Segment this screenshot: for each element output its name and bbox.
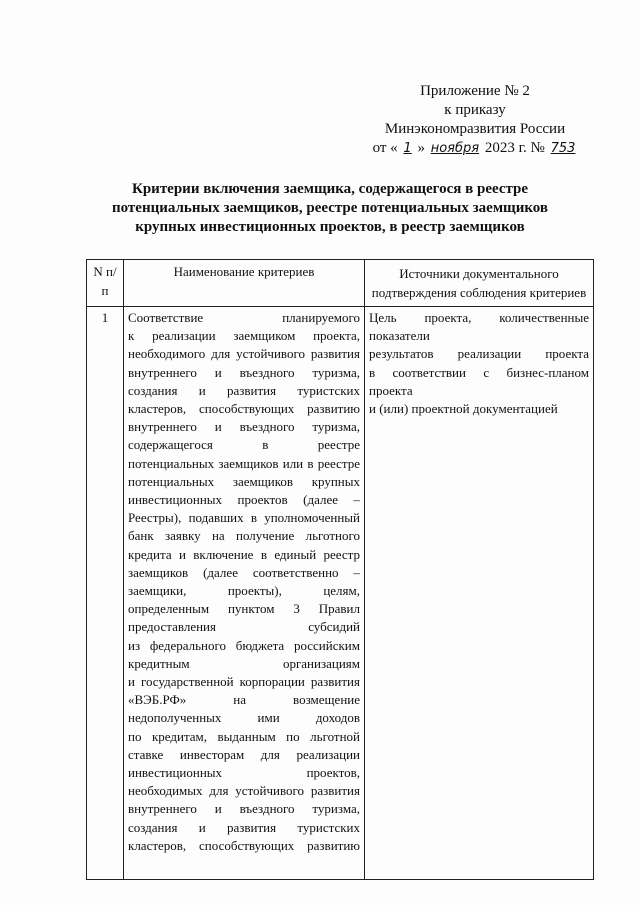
date-prefix: от « (372, 140, 398, 156)
criteria-line: из федерального бюджета российским (128, 637, 360, 653)
criteria-line: недополученных ими доходов (128, 710, 360, 726)
sources-line: и (или) проектной документацией (369, 401, 558, 417)
appendix-header (340, 82, 610, 158)
criteria-line: ставке инвесторам для реализации (128, 746, 360, 762)
appendix-label: Приложение № 2 (420, 83, 530, 99)
criteria-line: внутреннего и въездного туризма, (128, 801, 360, 817)
criteria-line: необходимых для устойчивого развития (128, 783, 360, 799)
criteria-line: и государственной корпорации развития (128, 674, 360, 690)
criteria-line: предоставления субсидий (128, 619, 360, 635)
criteria-line: инвестиционных проектов (далее – (128, 492, 360, 508)
title-line-2: потенциальных заемщиков, реестре потенциальных заемщиков (111, 200, 549, 216)
date-month: ноября (430, 141, 480, 156)
criteria-line: заемщики, проекты), целям, (128, 583, 360, 599)
row-number: 1 (87, 307, 124, 880)
header-sources: Источники документального подтверждения соблюдения критериев (365, 260, 594, 307)
sources-line: в соответствии с бизнес-планом проекта (369, 364, 589, 398)
criteria-line: создания и развития туристских (128, 819, 360, 835)
date-year: 2023 г. № (484, 140, 545, 156)
document-title (90, 180, 570, 237)
order-number: 753 (550, 141, 576, 156)
criteria-line: необходимого для устойчивого развития (128, 346, 360, 362)
criteria-line: Реестры), подавших в уполномоченный (128, 510, 360, 526)
criteria-line: по кредитам, выданным по льготной (128, 728, 360, 744)
order-reference: к приказу (444, 102, 506, 118)
date-day: 1 (403, 141, 412, 156)
order-date-line (340, 139, 610, 158)
criteria-line: заемщиков (далее соответственно – (128, 564, 360, 580)
criteria-cell (124, 307, 365, 880)
criteria-line: кредита и включение в единый реестр (128, 546, 360, 562)
table-header-row (87, 260, 594, 307)
criteria-line: определенным пунктом 3 Правил (128, 601, 360, 617)
header-num: N п/п (87, 260, 124, 307)
criteria-line: внутреннего и въездного туризма, (128, 364, 360, 380)
criteria-line: потенциальных заемщиков крупных (128, 473, 360, 489)
criteria-line: потенциальных заемщиков или в реестре (128, 455, 360, 471)
criteria-line: кластеров, способствующих развитию (128, 837, 360, 853)
criteria-line: банк заявку на получение льготного (128, 528, 360, 544)
criteria-line: создания и развития туристских (128, 382, 360, 398)
criteria-line: кредитным организациям (128, 655, 360, 671)
title-line-3: крупных инвестиционных проектов, в реестр заемщиков (135, 219, 525, 235)
criteria-line: Соответствие планируемого (128, 310, 360, 325)
title-line-1: Критерии включения заемщика, содержащегося в реестре (131, 181, 529, 197)
header-criteria: Наименование критериев (124, 260, 365, 307)
criteria-line: к реализации заемщиком проекта, (128, 328, 360, 344)
criteria-line: содержащегося в реестре (128, 437, 360, 453)
table-row (87, 307, 594, 880)
date-mid: » (417, 140, 425, 156)
sources-line: Цель проекта, количественные показатели (369, 310, 589, 344)
criteria-line: инвестиционных проектов, (128, 765, 360, 781)
criteria-line: «ВЭБ.РФ» на возмещение (128, 692, 360, 708)
sources-line: результатов реализации проекта (369, 346, 589, 362)
criteria-line: кластеров, способствующих развитию (128, 401, 360, 417)
sources-cell (365, 307, 594, 880)
criteria-line: внутреннего и въездного туризма, (128, 419, 360, 435)
criteria-table (86, 259, 594, 880)
ministry-name: Минэкономразвития России (384, 121, 566, 137)
